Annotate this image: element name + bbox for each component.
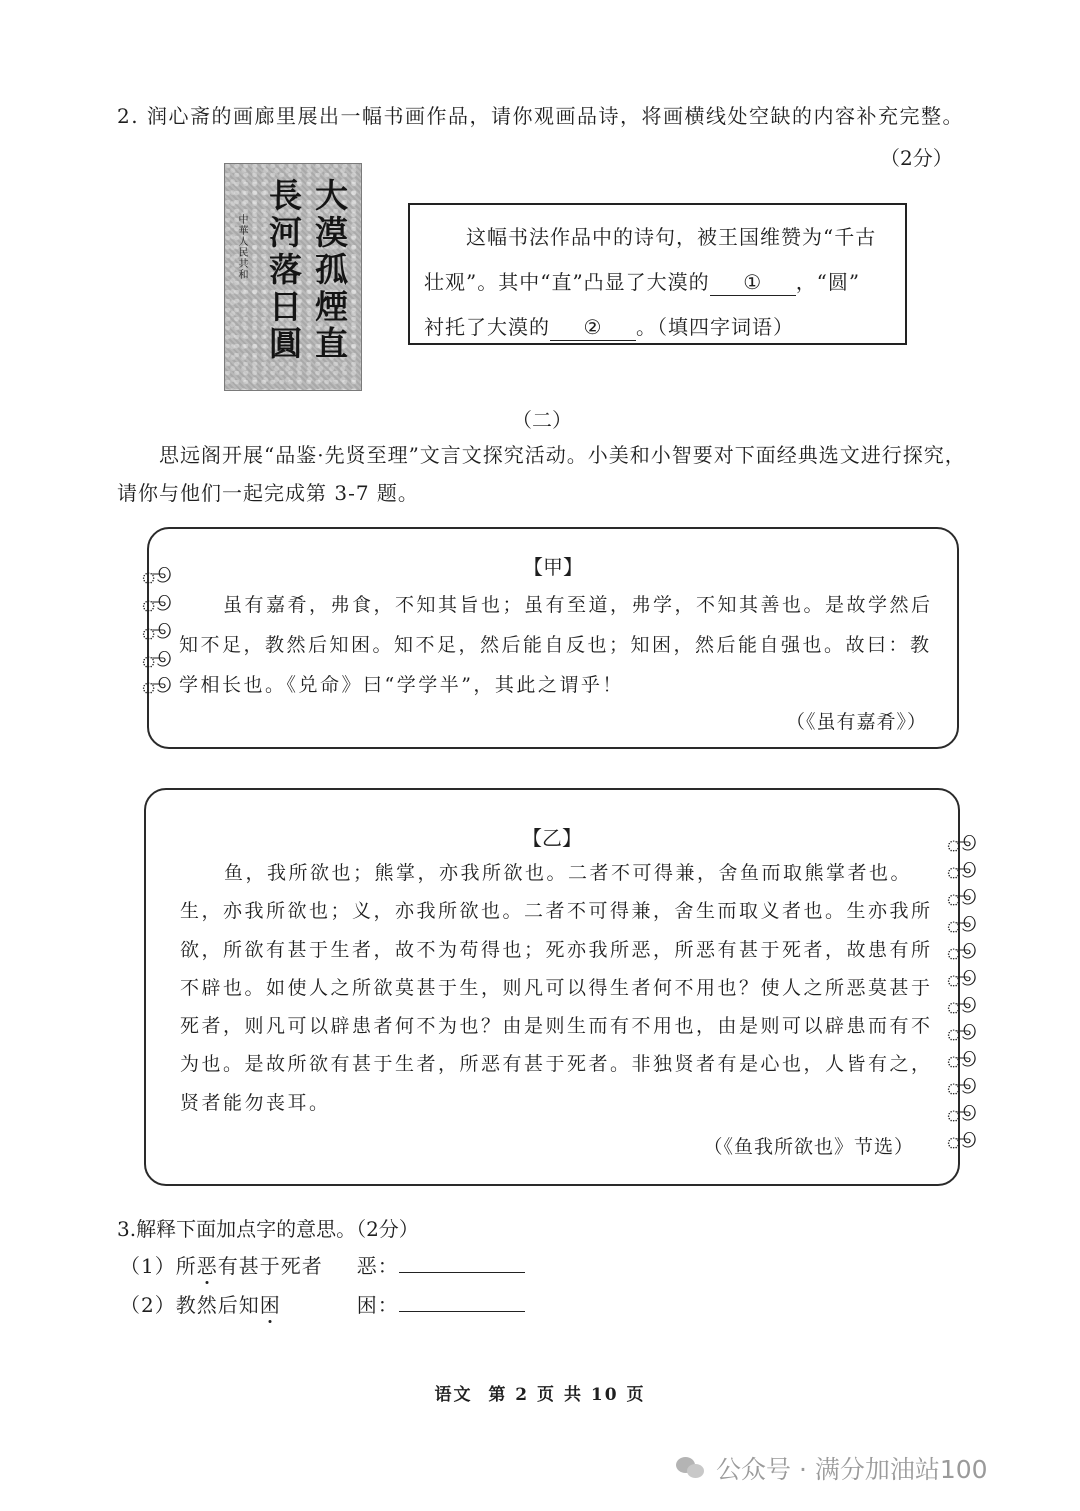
calligraphy-column-2: 長河落日圓 — [264, 178, 303, 363]
blank-1[interactable]: ① — [710, 269, 796, 296]
passage-jia-source: （《虽有嘉肴》） — [785, 711, 927, 733]
question-3-stem: 3.解释下面加点字的意思。（2分） — [117, 1217, 419, 1241]
passage-yi-title: 【乙】 — [522, 826, 582, 850]
binder-ring-icon: ூ — [946, 994, 977, 1018]
section-intro: 思远阁开展“品鉴·先贤至理”文言文探究活动。小美和小智要对下面经典选文进行探究，请你与他们一起完成第 3-7 题。 — [117, 443, 966, 505]
box-line-2: 壮观”。其中“直”凸显了大漠的 ① ，“圆” — [424, 270, 861, 294]
watermark-text: 公众号 · 满分加油站100 — [716, 1455, 988, 1484]
passage-yi-body: 鱼，我所欲也；熊掌，亦我所欲也。二者不可得兼，舍鱼而取熊掌者也。生，亦我所欲也；义，亦我所欲也。二者不可得兼，舍生而取义者也。生亦我所欲，所欲有甚于生者，故不为苟得也；死亦我所恶，所恶有甚于死者，故患有所不辟也。如使人之所欲莫甚于生，则凡可以得生者何不用也？使人之所恶莫甚于死者，则凡可以辟患者何不为也？由是则生而有不用也，由是则可以辟患而有不为也。是故所欲有甚于生者，所恶有甚于死者。非独贤者有是心也，人皆有之，贤者能勿丧耳。 — [180, 862, 933, 1114]
binder-ring-icon: ூ — [946, 1048, 977, 1072]
binder-ring-icon: ூ — [946, 1075, 977, 1099]
question-3-item-1: （1）所恶有甚于死者 恶： — [120, 1250, 525, 1279]
binder-ring-icon: ூ — [946, 1129, 977, 1153]
binder-ring-icon: ூ — [946, 967, 977, 991]
binder-ring-icon: ூ — [946, 913, 977, 937]
calligraphy-inscription: 中華人民共和 — [236, 214, 247, 280]
wechat-icon — [676, 1455, 706, 1481]
binder-ring-icon: ூ — [141, 674, 172, 698]
page-footer: 语文 第 2 页 共 10 页 — [434, 1385, 646, 1405]
box-line-1: 这幅书法作品中的诗句，被王国维赞为“千古 — [466, 225, 877, 249]
question-3-item-2: （2）教然后知困 困： — [120, 1289, 525, 1318]
passage-jia-body: 虽有嘉肴，弗食，不知其旨也；虽有至道，弗学，不知其善也。是故学然后知不足，教然后知困。知不足，然后能自反也；知困，然后能自强也。故曰：教学相长也。《兑命》曰“学学半”，其此之谓乎！ — [179, 594, 933, 696]
dotted-character: 困 — [259, 1293, 281, 1317]
section-title: （二） — [512, 408, 572, 432]
binder-ring-icon: ூ — [141, 592, 172, 616]
box-line-3: 衬托了大漠的 ② 。（填四字词语） — [424, 315, 794, 339]
passage-yi-panel — [144, 788, 960, 1186]
passage-jia-title: 【甲】 — [523, 555, 583, 579]
binder-ring-icon: ூ — [141, 564, 172, 588]
binder-ring-icon: ூ — [946, 859, 977, 883]
binder-ring-icon: ூ — [141, 648, 172, 672]
binder-ring-icon: ூ — [141, 620, 172, 644]
binder-ring-icon: ூ — [946, 832, 977, 856]
calligraphy-column-1: 大漠孤煙直 — [310, 178, 349, 363]
calligraphy-artwork — [224, 163, 362, 391]
binder-ring-icon: ூ — [946, 1021, 977, 1045]
question-2-box — [408, 203, 907, 345]
dotted-character: 恶 — [196, 1254, 218, 1278]
passage-yi-source: （《鱼我所欲也》节选） — [703, 1136, 914, 1158]
watermark — [676, 1450, 988, 1486]
answer-blank-2[interactable] — [399, 1291, 525, 1312]
answer-blank-1[interactable] — [399, 1252, 525, 1273]
binder-ring-icon: ூ — [946, 940, 977, 964]
binder-ring-icon: ூ — [946, 1102, 977, 1126]
binder-ring-icon: ூ — [946, 886, 977, 910]
question-2-stem: 2. 润心斋的画廊里展出一幅书画作品，请你观画品诗，将画横线处空缺的内容补充完整。 — [117, 104, 964, 128]
passage-jia-panel — [147, 527, 959, 749]
blank-2[interactable]: ② — [550, 314, 636, 341]
question-2-score: （2分） — [880, 146, 953, 170]
